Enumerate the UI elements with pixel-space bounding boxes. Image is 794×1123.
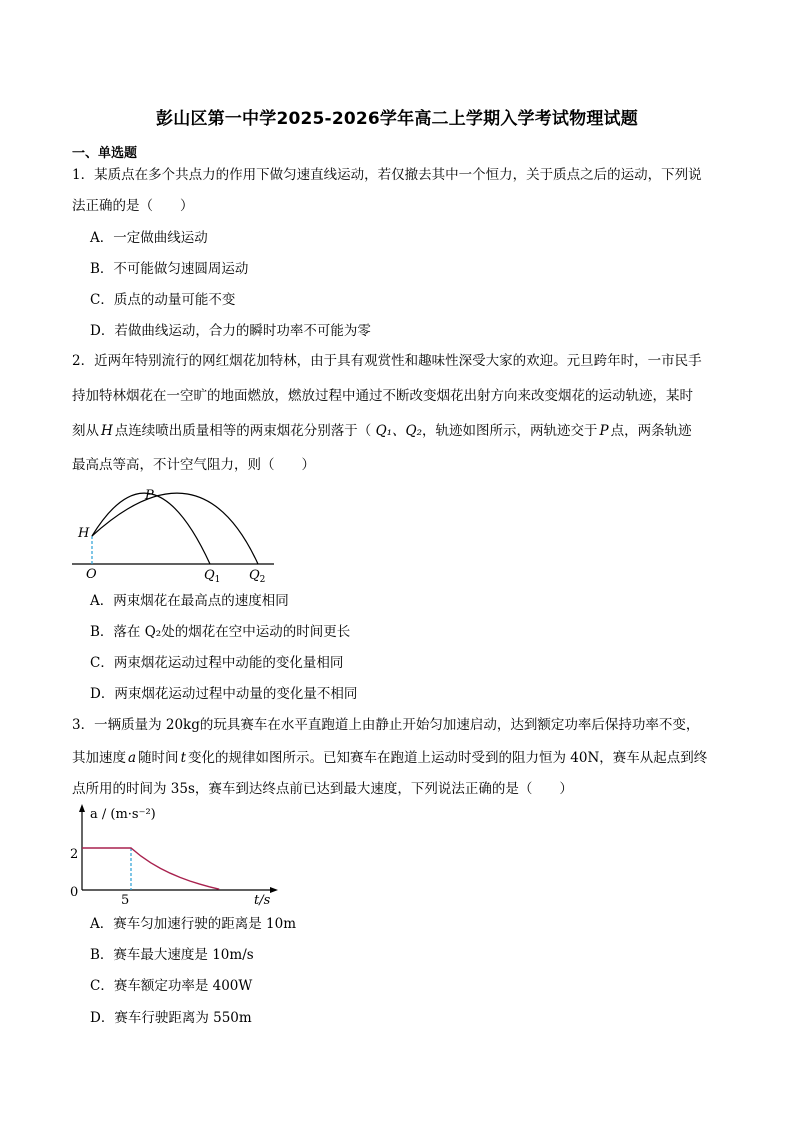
q3-line2-part-e: 变化的规律如图所示。已知赛车在跑道上运动时受到的阻力恒为 40N，赛车从起点到终: [188, 750, 708, 766]
q3-var-t: t: [180, 750, 186, 766]
label-q2-sub: 2: [259, 575, 266, 585]
question-2-text-line-3: [72, 422, 728, 440]
q2-line3-part-a: 刻从: [72, 423, 99, 439]
question-2-option-c: C．两束烟花运动过程中动能的变化量相同: [90, 655, 344, 671]
x-axis-label: t/s: [254, 893, 271, 908]
question-2-text-line-4: 最高点等高，不计空气阻力，则（ ）: [72, 457, 315, 473]
question-1-text-line-1: 1．某质点在多个共点力的作用下做匀速直线运动，若仅撤去其中一个恒力，关于质点之后的运动，下列说: [72, 167, 702, 183]
x-axis-arrow: [270, 887, 278, 893]
acceleration-time-chart: [66, 800, 286, 908]
question-2-text-line-1: 2．近两年特别流行的网红烟花加特林，由于具有观赏性和趣味性深受大家的欢迎。元旦跨年时，一市民手: [72, 353, 702, 369]
trajectory-q2: [92, 493, 258, 564]
question-3-text-line-1: 3．一辆质量为 20kg的玩具赛车在水平直跑道上由静止开始匀加速启动，达到额定功率后保持功率不变，: [72, 717, 700, 733]
label-q1-letter: Q: [204, 568, 215, 583]
question-1-option-b: B．不可能做匀速圆周运动: [90, 261, 249, 277]
question-3-option-d: D．赛车行驶距离为 550m: [90, 1010, 252, 1026]
label-q1-sub: 1: [214, 575, 221, 585]
question-2-option-b: B．落在 Q₂处的烟花在空中运动的时间更长: [90, 624, 351, 640]
question-1-option-d: D．若做曲线运动，合力的瞬时功率不可能为零: [90, 323, 371, 339]
q3-line2-part-c: 随时间: [138, 750, 179, 766]
question-1-option-c: C．质点的动量可能不变: [90, 292, 236, 308]
y-tick-label: 2: [70, 847, 79, 862]
question-3-option-c: C．赛车额定功率是 400W: [90, 978, 253, 994]
q2-line3-part-c: 点连续喷出质量相等的两束烟花分别落于（: [114, 423, 372, 439]
y-axis-label: a / (m·s⁻²): [90, 807, 156, 822]
q2-label-q1q2: Q₁、Q₂: [375, 423, 423, 439]
fireworks-trajectory-figure: [70, 478, 280, 586]
question-3-option-b: B．赛车最大速度是 10m/s: [90, 947, 254, 963]
y-axis-arrow: [79, 804, 85, 812]
origin-label: 0: [70, 885, 79, 900]
label-q2-letter: Q: [249, 568, 260, 583]
question-2-option-a: A．两束烟花在最高点的速度相同: [90, 593, 289, 609]
section-heading: 一、单选题: [72, 146, 138, 161]
label-p: P: [145, 488, 154, 503]
q2-label-h: H: [101, 423, 113, 439]
q3-var-a: a: [128, 750, 137, 766]
label-q1: [204, 568, 220, 585]
q2-label-p: P: [599, 423, 609, 439]
trajectory-q1: [92, 493, 210, 564]
question-2-text-line-2: 持加特林烟花在一空旷的地面燃放，燃放过程中通过不断改变烟花出射方向来改变烟花的运动轨迹，某时: [72, 388, 693, 404]
q2-line3-part-g: 点，两条轨迹: [610, 423, 692, 439]
question-3-option-a: A．赛车匀加速行驶的距离是 10m: [90, 916, 297, 932]
acceleration-series-line: [82, 848, 219, 889]
question-2-option-d: D．两束烟花运动过程中动量的变化量不相同: [90, 686, 358, 702]
label-h: H: [78, 526, 90, 541]
question-3-text-line-2: [72, 749, 728, 767]
label-q2: [249, 568, 265, 585]
label-o: O: [86, 567, 97, 582]
question-1-text-line-2: 法正确的是（ ）: [72, 198, 194, 214]
page-title: 彭山区第一中学2025-2026学年高二上学期入学考试物理试题: [156, 109, 638, 129]
question-3-text-line-3: 点所用的时间为 35s，赛车到达终点前已达到最大速度，下列说法正确的是（ ）: [72, 781, 573, 797]
x-tick-label: 5: [121, 893, 130, 908]
q2-line3-part-e: ，轨迹如图所示，两轨迹交于: [422, 423, 598, 439]
question-1-option-a: A．一定做曲线运动: [90, 230, 208, 246]
q3-line2-part-a: 其加速度: [72, 750, 126, 766]
